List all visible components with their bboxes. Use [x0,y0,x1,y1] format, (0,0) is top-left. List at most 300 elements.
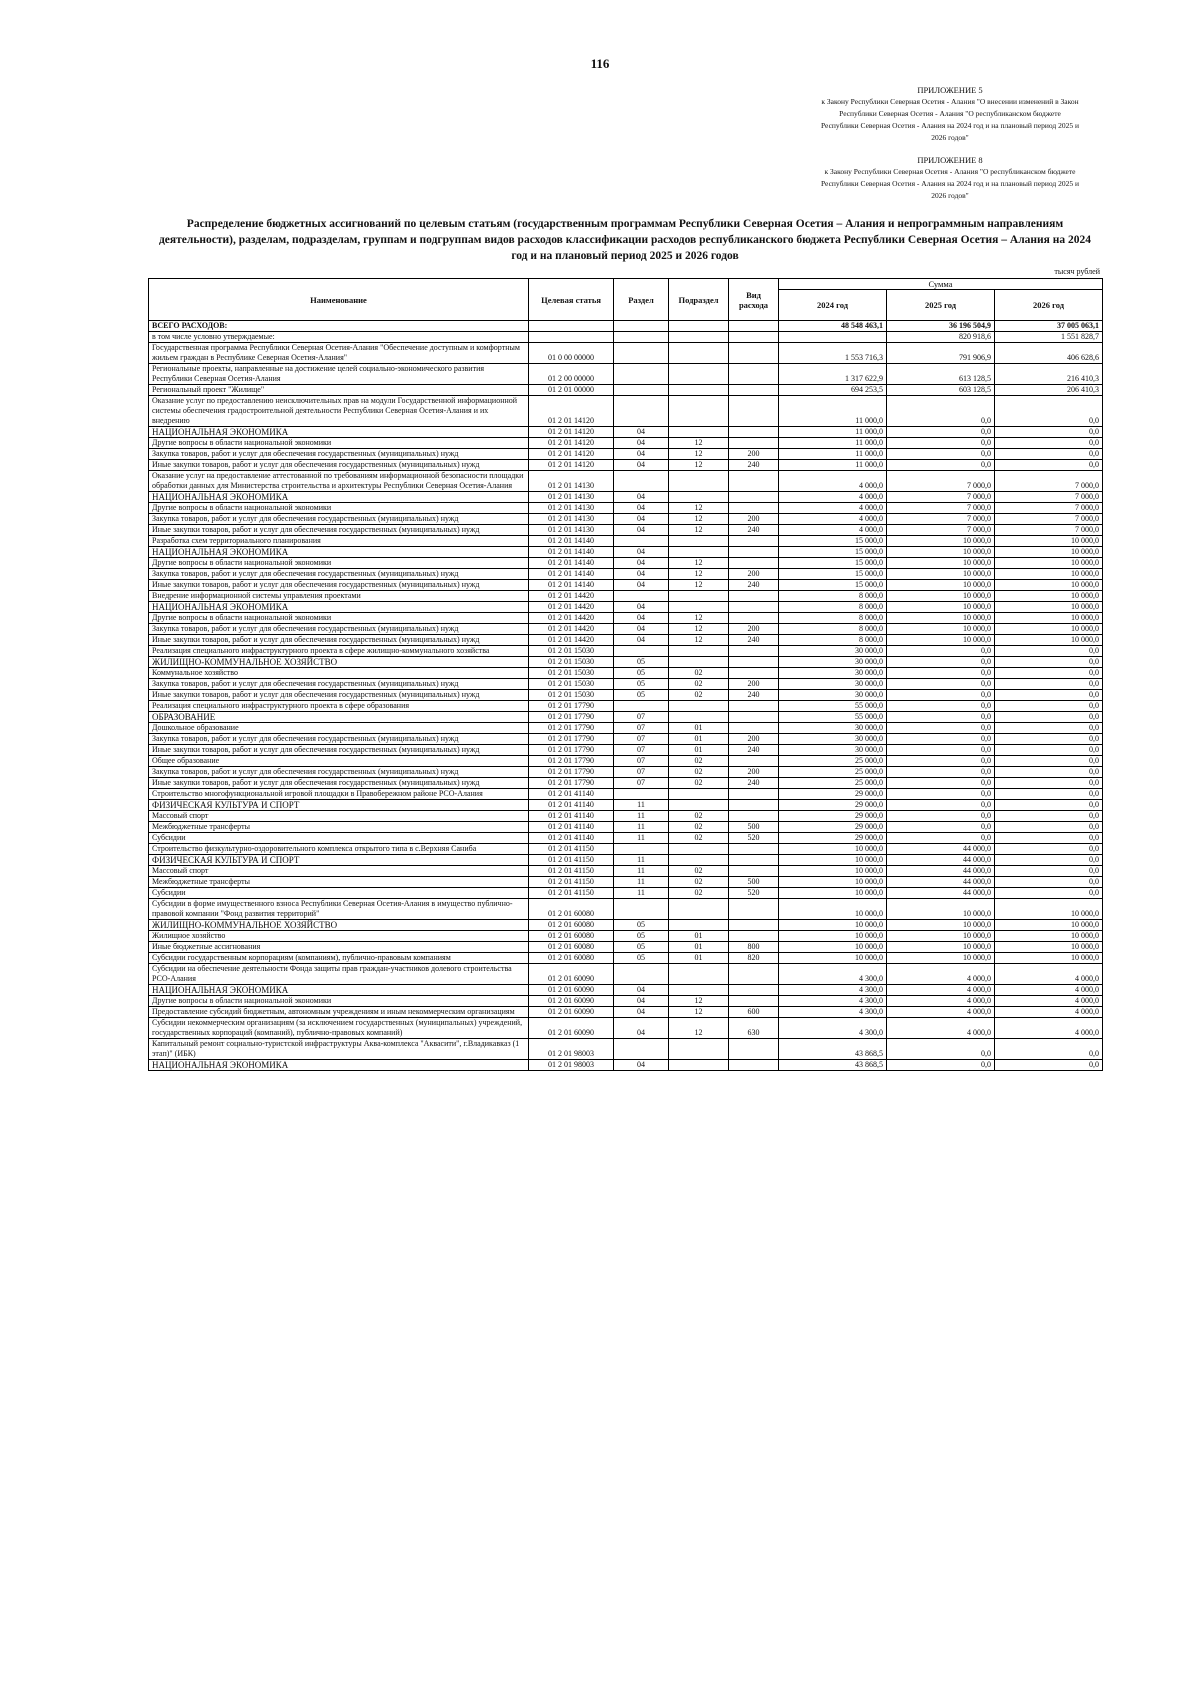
cell-name: Внедрение информационной системы управления проектами [149,591,529,602]
cell-subsection [669,899,729,920]
table-row [149,547,1103,558]
table-row [149,877,1103,888]
cell-expense-type [729,985,779,996]
table-row [149,953,1103,964]
cell-expense-type [729,712,779,723]
cell-expense-type [729,1039,779,1060]
cell-2026: 0,0 [995,723,1103,734]
cell-name: Закупка товаров, работ и услуг для обеспечения государственных (муниципальных) нужд [149,767,529,778]
cell-target: 01 2 01 60080 [529,920,614,931]
cell-section: 04 [614,427,669,438]
cell-section: 11 [614,888,669,899]
table-row [149,1039,1103,1060]
cell-2025: 10 000,0 [887,591,995,602]
cell-section: 04 [614,492,669,503]
table-row [149,800,1103,811]
table-row [149,1060,1103,1071]
cell-2024: 4 000,0 [779,525,887,536]
cell-2025: 10 000,0 [887,931,995,942]
cell-expense-type [729,503,779,514]
cell-2026: 406 628,6 [995,343,1103,364]
header-sum: Сумма [779,279,1103,290]
cell-name: Закупка товаров, работ и услуг для обеспечения государственных (муниципальных) нужд [149,449,529,460]
cell-target: 01 2 01 60090 [529,1007,614,1018]
cell-2025: 10 000,0 [887,580,995,591]
cell-target: 01 2 01 14130 [529,514,614,525]
cell-2024: 10 000,0 [779,855,887,866]
cell-subsection: 02 [669,888,729,899]
cell-2025: 0,0 [887,800,995,811]
cell-2024: 4 300,0 [779,964,887,985]
cell-expense-type: 200 [729,514,779,525]
cell-2026: 0,0 [995,789,1103,800]
cell-2024: 30 000,0 [779,668,887,679]
cell-expense-type [729,844,779,855]
cell-subsection: 12 [669,558,729,569]
cell-subsection: 02 [669,778,729,789]
cell-2025: 4 000,0 [887,1007,995,1018]
cell-2026: 0,0 [995,646,1103,657]
table-row [149,789,1103,800]
cell-expense-type [729,646,779,657]
cell-2026: 206 410,3 [995,385,1103,396]
cell-name: ЖИЛИЩНО-КОММУНАЛЬНОЕ ХОЗЯЙСТВО [149,657,529,668]
cell-2026: 4 000,0 [995,1007,1103,1018]
cell-target: 01 2 01 14120 [529,460,614,471]
cell-target: 01 2 01 14140 [529,580,614,591]
cell-expense-type: 820 [729,953,779,964]
cell-section [614,646,669,657]
cell-expense-type: 200 [729,449,779,460]
cell-target: 01 2 01 14420 [529,602,614,613]
cell-section: 11 [614,800,669,811]
cell-2026: 216 410,3 [995,364,1103,385]
cell-2024: 30 000,0 [779,734,887,745]
cell-2024: 25 000,0 [779,756,887,767]
cell-2026: 10 000,0 [995,942,1103,953]
cell-2024: 11 000,0 [779,438,887,449]
cell-subsection: 12 [669,460,729,471]
cell-subsection: 02 [669,767,729,778]
cell-subsection [669,985,729,996]
table-row [149,985,1103,996]
cell-target: 01 2 01 41150 [529,866,614,877]
cell-expense-type: 500 [729,877,779,888]
cell-section: 05 [614,942,669,953]
table-row [149,558,1103,569]
cell-2024: 15 000,0 [779,536,887,547]
cell-expense-type: 200 [729,624,779,635]
cell-subsection: 12 [669,514,729,525]
header-2026: 2026 год [995,290,1103,321]
table-row [149,1007,1103,1018]
cell-section: 04 [614,1060,669,1071]
cell-name: Субсидии некоммерческим организациям (за исключением государственных (муниципальных) учреждений, государственных корпораций (компаний), публично-правовых компаний) [149,1018,529,1039]
cell-section [614,591,669,602]
cell-2024: 15 000,0 [779,569,887,580]
table-row [149,536,1103,547]
table-row [149,385,1103,396]
cell-2026: 0,0 [995,438,1103,449]
cell-2025: 0,0 [887,701,995,712]
cell-name: Строительство многофункциональной игровой площадки в Правобережном районе РСО-Алания [149,789,529,800]
cell-2024: 30 000,0 [779,646,887,657]
table-row [149,899,1103,920]
cell-2024: 4 000,0 [779,503,887,514]
cell-subsection: 01 [669,723,729,734]
cell-2024: 4 000,0 [779,492,887,503]
cell-2026: 10 000,0 [995,635,1103,646]
table-row [149,942,1103,953]
cell-2026: 0,0 [995,701,1103,712]
table-header-row [149,279,1103,290]
cell-subsection: 12 [669,580,729,591]
cell-2025: 10 000,0 [887,953,995,964]
cell-section: 11 [614,833,669,844]
cell-subsection [669,964,729,985]
cell-name: Иные бюджетные ассигнования [149,942,529,953]
cell-subsection [669,789,729,800]
cell-2025: 10 000,0 [887,899,995,920]
cell-section: 04 [614,547,669,558]
cell-2025: 0,0 [887,712,995,723]
table-row [149,460,1103,471]
table-row [149,503,1103,514]
cell-subsection [669,657,729,668]
cell-name: Государственная программа Республики Северная Осетия-Алания "Обеспечение доступным и комфортным жильем граждан в Республике Северная Осетия-Алания" [149,343,529,364]
cell-2026: 10 000,0 [995,899,1103,920]
cell-section: 11 [614,855,669,866]
table-row [149,712,1103,723]
cell-2025: 7 000,0 [887,503,995,514]
cell-2024: 4 300,0 [779,1007,887,1018]
cell-section [614,321,669,332]
cell-target: 01 2 01 14420 [529,613,614,624]
cell-2026: 0,0 [995,822,1103,833]
cell-subsection [669,855,729,866]
cell-2024: 4 000,0 [779,514,887,525]
cell-subsection [669,396,729,427]
cell-name: Иные закупки товаров, работ и услуг для обеспечения государственных (муниципальных) нужд [149,778,529,789]
cell-target: 01 2 01 98003 [529,1039,614,1060]
table-row [149,591,1103,602]
cell-expense-type [729,471,779,492]
cell-2024: 10 000,0 [779,866,887,877]
cell-target: 01 2 01 14420 [529,591,614,602]
table-row [149,756,1103,767]
cell-2024: 55 000,0 [779,701,887,712]
cell-expense-type [729,1060,779,1071]
cell-2024: 10 000,0 [779,877,887,888]
cell-name: Субсидии в форме имущественного взноса Республики Северная Осетия-Алания в имущество публично-правовой компании "Фонд развития территорий" [149,899,529,920]
cell-target: 01 2 01 14120 [529,449,614,460]
cell-2024: 10 000,0 [779,844,887,855]
cell-2026: 10 000,0 [995,536,1103,547]
cell-2025: 0,0 [887,657,995,668]
cell-target: 01 2 01 41140 [529,811,614,822]
cell-2025: 7 000,0 [887,514,995,525]
table-row [149,657,1103,668]
cell-section: 07 [614,723,669,734]
cell-name: Иные закупки товаров, работ и услуг для обеспечения государственных (муниципальных) нужд [149,690,529,701]
cell-2026: 7 000,0 [995,525,1103,536]
cell-expense-type: 200 [729,734,779,745]
cell-name: Иные закупки товаров, работ и услуг для обеспечения государственных (муниципальных) нужд [149,525,529,536]
cell-2026: 10 000,0 [995,569,1103,580]
cell-subsection: 12 [669,449,729,460]
cell-2025: 0,0 [887,679,995,690]
cell-2024: 29 000,0 [779,811,887,822]
cell-2025: 820 918,6 [887,332,995,343]
cell-expense-type: 200 [729,569,779,580]
cell-name: Строительство физкультурно-оздоровительного комплекса открытого типа в с.Верхняя Саниба [149,844,529,855]
cell-name: Иные закупки товаров, работ и услуг для обеспечения государственных (муниципальных) нужд [149,580,529,591]
cell-section: 04 [614,602,669,613]
cell-name: ЖИЛИЩНО-КОММУНАЛЬНОЕ ХОЗЯЙСТВО [149,920,529,931]
cell-subsection: 12 [669,1018,729,1039]
cell-name: Капитальный ремонт социально-туристской инфраструктуры Аква-комплекса "Аквасити", г.Владикавказ (1 этап)" (ИБК) [149,1039,529,1060]
cell-2025: 44 000,0 [887,844,995,855]
table-row [149,996,1103,1007]
cell-2024: 25 000,0 [779,778,887,789]
cell-2026: 0,0 [995,745,1103,756]
cell-2024: 8 000,0 [779,602,887,613]
cell-expense-type [729,492,779,503]
cell-subsection: 12 [669,624,729,635]
cell-section: 04 [614,580,669,591]
cell-2025: 0,0 [887,778,995,789]
table-row [149,1018,1103,1039]
cell-section [614,964,669,985]
cell-2024: 694 253,5 [779,385,887,396]
cell-2026: 0,0 [995,460,1103,471]
cell-2026: 0,0 [995,657,1103,668]
cell-2026: 10 000,0 [995,920,1103,931]
cell-subsection: 02 [669,866,729,877]
document-title: Распределение бюджетных ассигнований по целевым статьям (государственным программам Республики Северная Осетия – Алания и непрограммным направлениям деятельности), разделам, подразделам, группам и подгруппам видов расходов классификации расходов республиканского бюджета Республики Северная Осетия – Алания на 2024 год и на плановый период 2025 и 2026 годов [158,218,1092,262]
cell-2026: 37 005 063,1 [995,321,1103,332]
table-row [149,396,1103,427]
cell-section: 04 [614,624,669,635]
cell-2024: 15 000,0 [779,547,887,558]
cell-2024: 11 000,0 [779,460,887,471]
cell-name: Закупка товаров, работ и услуг для обеспечения государственных (муниципальных) нужд [149,624,529,635]
cell-expense-type [729,723,779,734]
cell-2025: 0,0 [887,745,995,756]
cell-name: Региональные проекты, направленные на достижение целей социально-экономического развития Республики Северная Осетия-Алания [149,364,529,385]
cell-section: 11 [614,877,669,888]
cell-2025: 0,0 [887,723,995,734]
cell-name: Субсидии государственным корпорациям (компаниям), публично-правовым компаниям [149,953,529,964]
cell-2024: 10 000,0 [779,931,887,942]
cell-name: Другие вопросы в области национальной экономики [149,558,529,569]
cell-target: 01 2 01 60090 [529,964,614,985]
annex-5-block [820,84,1080,144]
cell-expense-type [729,899,779,920]
cell-section: 04 [614,460,669,471]
header-2025: 2025 год [887,290,995,321]
cell-section: 07 [614,767,669,778]
cell-2026: 0,0 [995,756,1103,767]
cell-2024: 8 000,0 [779,613,887,624]
cell-section: 04 [614,569,669,580]
cell-subsection: 01 [669,734,729,745]
cell-2025: 0,0 [887,1039,995,1060]
cell-2026: 10 000,0 [995,953,1103,964]
cell-2025: 10 000,0 [887,547,995,558]
cell-section: 04 [614,449,669,460]
cell-2025: 10 000,0 [887,558,995,569]
cell-2026: 0,0 [995,778,1103,789]
table-row [149,321,1103,332]
cell-subsection: 12 [669,503,729,514]
cell-target: 01 2 01 14140 [529,569,614,580]
cell-target: 01 2 01 41140 [529,800,614,811]
cell-section: 05 [614,931,669,942]
cell-2025: 0,0 [887,449,995,460]
cell-2025: 36 196 504,9 [887,321,995,332]
cell-2026: 7 000,0 [995,492,1103,503]
cell-target: 01 2 01 17790 [529,734,614,745]
cell-subsection: 12 [669,438,729,449]
cell-name: Коммунальное хозяйство [149,668,529,679]
cell-2024: 10 000,0 [779,953,887,964]
cell-2026: 0,0 [995,690,1103,701]
cell-2025: 10 000,0 [887,602,995,613]
cell-subsection: 12 [669,525,729,536]
cell-expense-type: 800 [729,942,779,953]
cell-2024: 43 868,5 [779,1060,887,1071]
cell-target: 01 2 01 14130 [529,525,614,536]
budget-table [148,278,1103,1071]
cell-name: Оказание услуг на предоставление аттестованной по требованиям информационной безопасности площадки обработки данных для Министерства строительства и архитектуры Республики Северная Осетия-Алания [149,471,529,492]
cell-2024 [779,332,887,343]
cell-target: 01 2 01 14130 [529,471,614,492]
cell-2024: 10 000,0 [779,942,887,953]
cell-name: Дошкольное образование [149,723,529,734]
cell-expense-type [729,343,779,364]
cell-subsection: 01 [669,745,729,756]
cell-name: Другие вопросы в области национальной экономики [149,613,529,624]
cell-target: 01 2 01 60090 [529,1018,614,1039]
table-row [149,844,1103,855]
cell-target: 01 2 01 14420 [529,635,614,646]
cell-section: 11 [614,822,669,833]
cell-2024: 1 553 716,3 [779,343,887,364]
cell-2026: 0,0 [995,734,1103,745]
cell-target: 01 2 01 14420 [529,624,614,635]
cell-expense-type: 200 [729,679,779,690]
cell-2026: 0,0 [995,811,1103,822]
cell-expense-type [729,602,779,613]
annex-5-heading: ПРИЛОЖЕНИЕ 5 [917,85,983,95]
cell-expense-type [729,332,779,343]
cell-2025: 44 000,0 [887,877,995,888]
cell-subsection [669,547,729,558]
cell-2025: 4 000,0 [887,996,995,1007]
cell-subsection: 01 [669,931,729,942]
cell-target: 01 2 01 14130 [529,492,614,503]
cell-2025: 0,0 [887,690,995,701]
cell-target: 01 2 01 41150 [529,844,614,855]
table-row [149,679,1103,690]
cell-target: 01 2 01 60090 [529,996,614,1007]
cell-expense-type [729,789,779,800]
cell-2024: 48 548 463,1 [779,321,887,332]
cell-expense-type: 630 [729,1018,779,1039]
cell-expense-type [729,964,779,985]
cell-name: НАЦИОНАЛЬНАЯ ЭКОНОМИКА [149,1060,529,1071]
cell-expense-type [729,427,779,438]
table-row [149,723,1103,734]
cell-2026: 10 000,0 [995,580,1103,591]
cell-2025: 10 000,0 [887,569,995,580]
cell-2024: 8 000,0 [779,591,887,602]
cell-name: Иные закупки товаров, работ и услуг для обеспечения государственных (муниципальных) нужд [149,635,529,646]
cell-2025: 44 000,0 [887,888,995,899]
cell-name: в том числе условно утверждаемые: [149,332,529,343]
cell-target: 01 2 01 98003 [529,1060,614,1071]
cell-name: ФИЗИЧЕСКАЯ КУЛЬТУРА И СПОРТ [149,855,529,866]
cell-target: 01 2 01 15030 [529,679,614,690]
cell-name: Закупка товаров, работ и услуг для обеспечения государственных (муниципальных) нужд [149,514,529,525]
cell-expense-type: 240 [729,690,779,701]
cell-target: 01 2 01 17790 [529,778,614,789]
cell-subsection: 02 [669,877,729,888]
cell-target: 01 2 01 60080 [529,899,614,920]
cell-subsection: 02 [669,756,729,767]
cell-2025: 4 000,0 [887,1018,995,1039]
cell-2026: 7 000,0 [995,514,1103,525]
table-row [149,778,1103,789]
cell-target: 01 2 01 15030 [529,668,614,679]
cell-expense-type [729,756,779,767]
cell-section: 07 [614,745,669,756]
cell-2025: 0,0 [887,833,995,844]
table-row [149,580,1103,591]
cell-expense-type: 200 [729,767,779,778]
table-row [149,964,1103,985]
cell-2024: 10 000,0 [779,888,887,899]
cell-2026: 0,0 [995,844,1103,855]
header-section: Раздел [614,279,669,321]
cell-2025: 0,0 [887,734,995,745]
cell-section: 04 [614,514,669,525]
cell-section [614,343,669,364]
cell-target: 01 2 00 00000 [529,364,614,385]
table-row [149,833,1103,844]
cell-2026: 0,0 [995,866,1103,877]
cell-expense-type [729,668,779,679]
cell-section: 04 [614,635,669,646]
cell-expense-type: 240 [729,460,779,471]
annex-8-block [820,154,1080,202]
cell-subsection: 12 [669,635,729,646]
cell-target: 01 2 01 14130 [529,503,614,514]
cell-section [614,396,669,427]
cell-subsection: 12 [669,613,729,624]
cell-expense-type [729,321,779,332]
cell-subsection: 02 [669,811,729,822]
table-row [149,613,1103,624]
table-row [149,471,1103,492]
cell-2024: 25 000,0 [779,767,887,778]
cell-section [614,1039,669,1060]
table-row [149,624,1103,635]
cell-target: 01 2 01 17790 [529,701,614,712]
cell-2024: 29 000,0 [779,800,887,811]
cell-subsection: 01 [669,942,729,953]
